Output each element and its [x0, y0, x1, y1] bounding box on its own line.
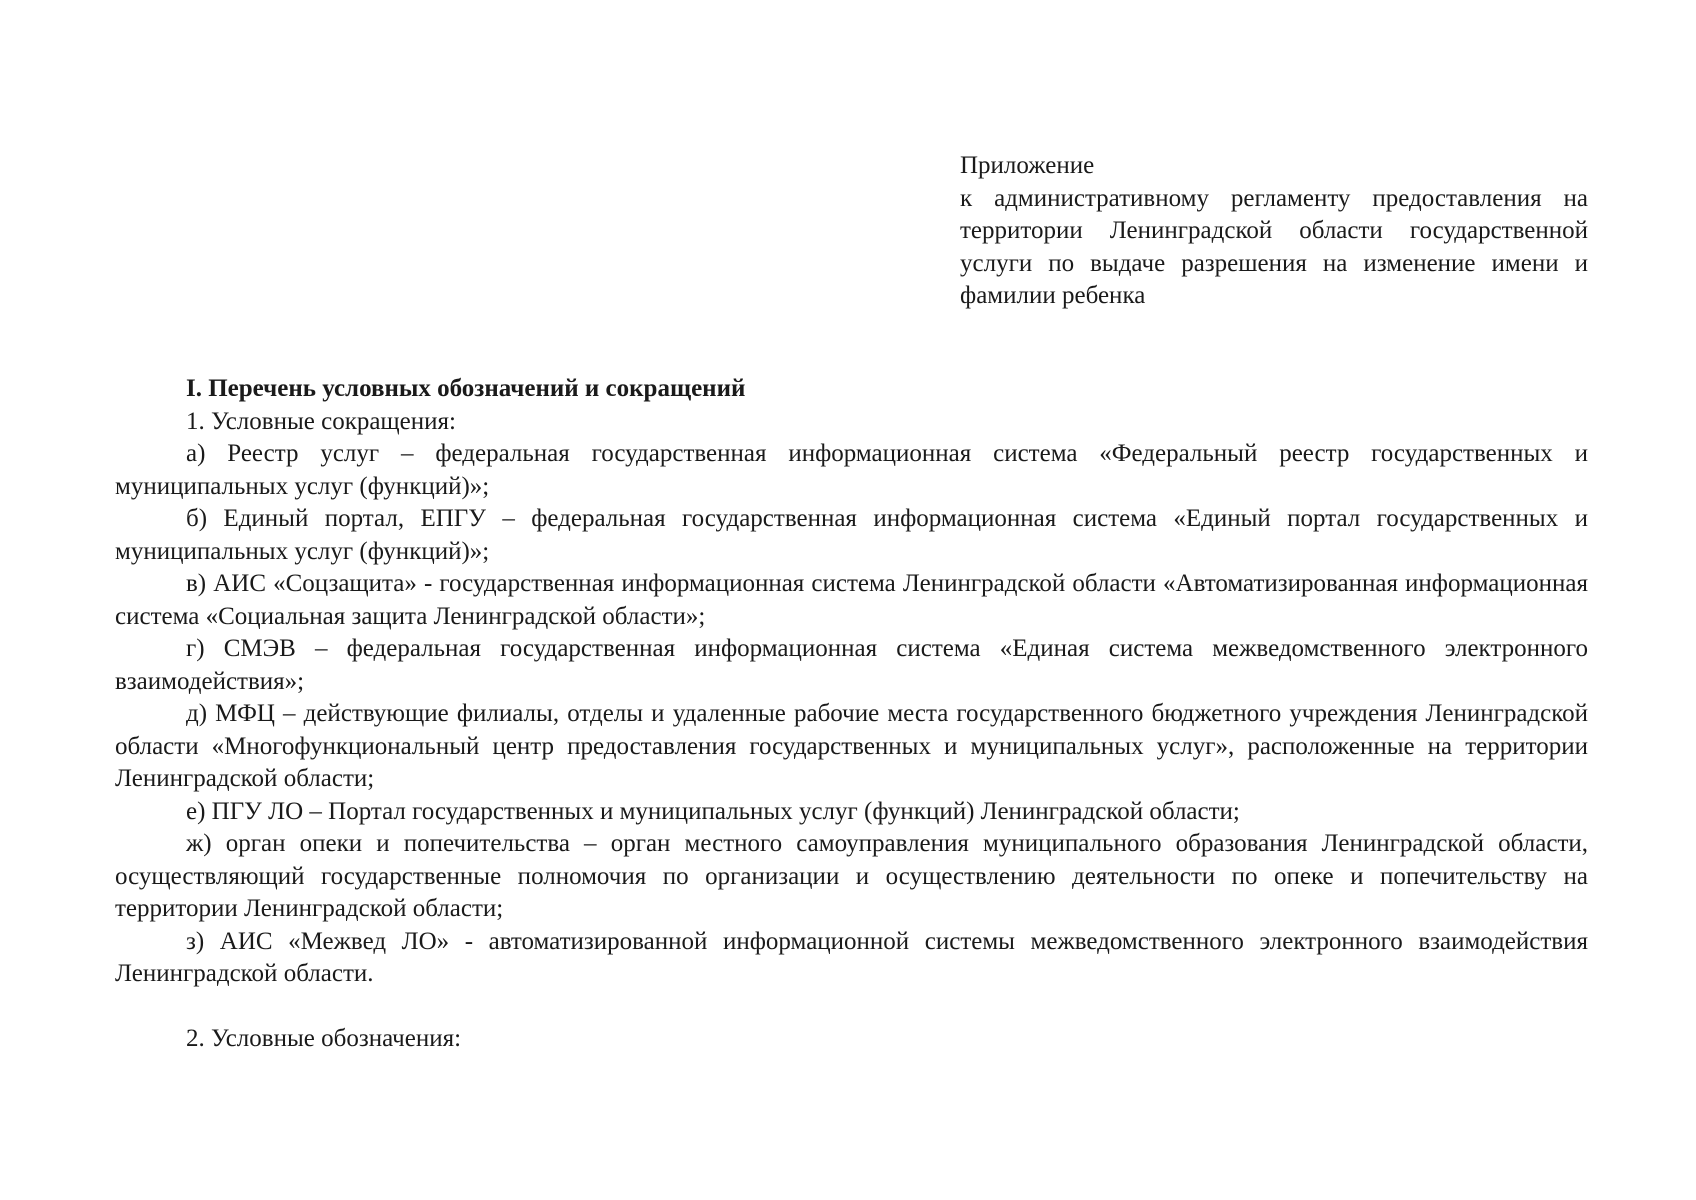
subheading-symbols: 2. Условные обозначения:: [186, 1024, 462, 1052]
section-heading: I. Перечень условных обозначений и сокращений: [186, 375, 746, 402]
main-section: [115, 373, 1588, 1055]
appendix-title: Приложение: [960, 152, 1095, 179]
list-item: д) МФЦ – действующие филиалы, отделы и удаленные рабочие места государственного бюджетного учреждения Ленинградской области «Многофункциональный центр предоставления государственных и муниципальных услуг», расположенные на территории Ленинградской области;: [115, 700, 1588, 792]
list-item: г) СМЭВ – федеральная государственная информационная система «Единая система межведомственного электронного взаимодействия»;: [115, 635, 1588, 695]
subheading-abbreviations: 1. Условные сокращения:: [186, 407, 456, 435]
list-item: е) ПГУ ЛО – Портал государственных и муниципальных услуг (функций) Ленинградской области;: [186, 797, 1240, 825]
list-item: б) Единый портал, ЕПГУ – федеральная государственная информационная система «Единый портал государственных и муниципальных услуг (функций)»;: [115, 505, 1588, 565]
list-item: в) АИС «Соцзащита» - государственная информационная система Ленинградской области «Автоматизированная информационная система «Социальная защита Ленинградской области»;: [115, 570, 1588, 630]
appendix-text: к административному регламенту предоставления на территории Ленинградской области государственной услуги по выдаче разрешения на изменение имени и фамилии ребенка: [960, 184, 1588, 309]
list-item: ж) орган опеки и попечительства – орган местного самоуправления муниципального образования Ленинградской области, осуществляющий государственные полномочия по организации и осуществлению деятельности по опеке и попечительству на территории Ленинградской области;: [115, 830, 1588, 922]
appendix-block: [960, 150, 1588, 313]
list-item: а) Реестр услуг – федеральная государственная информационная система «Федеральный реестр государственных и муниципальных услуг (функций)»;: [115, 440, 1588, 500]
list-item: з) АИС «Межвед ЛО» - автоматизированной информационной системы межведомственного электронного взаимодействия Ленинградской области.: [115, 927, 1588, 987]
